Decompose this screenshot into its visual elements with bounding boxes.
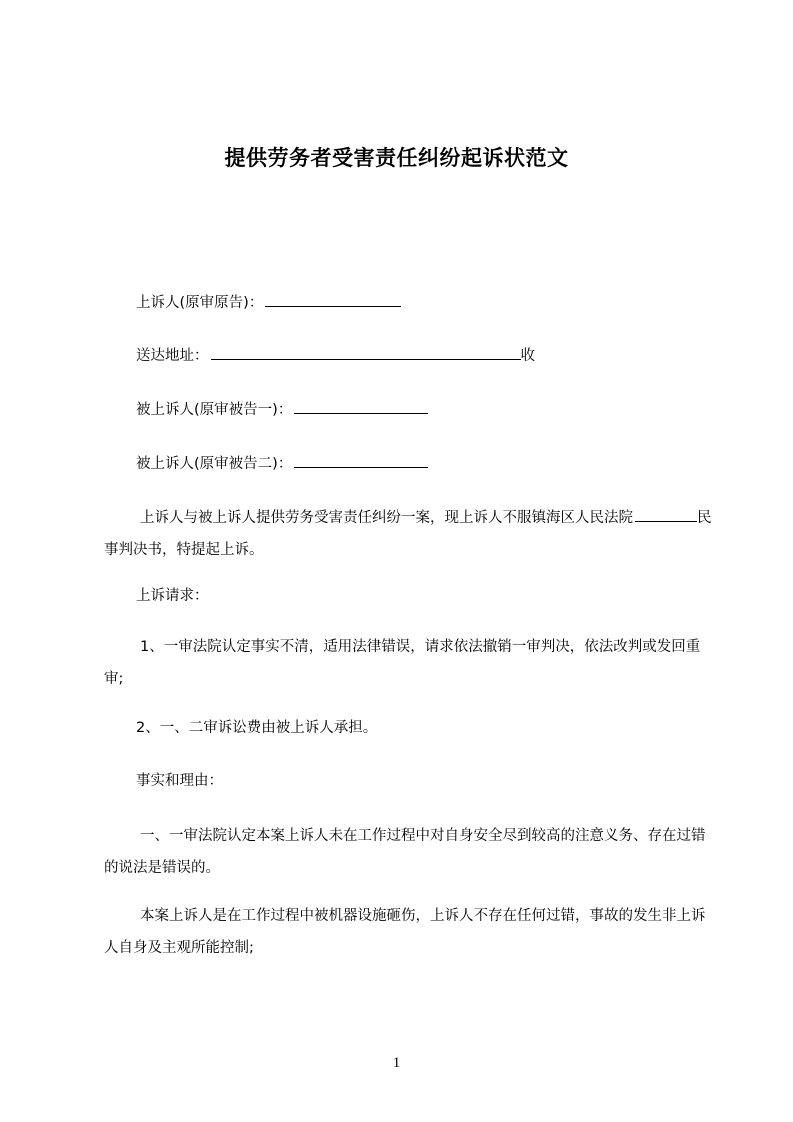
fact-1: 一、一审法院认定本案上诉人未在工作过程中对自身安全尽到较高的注意义务、存在过错的说法是错误的。 <box>104 828 706 876</box>
appellant-blank <box>265 292 401 307</box>
requests-heading: 上诉请求： <box>136 588 209 604</box>
request-2: 2、一、二审诉讼费由被上诉人承担。 <box>136 720 378 736</box>
address-blank <box>211 345 521 360</box>
appellee-1-blank <box>294 399 428 414</box>
appellee-2-label: 被上诉人(原审被告二)： <box>136 456 293 472</box>
address-suffix: 收 <box>520 348 535 364</box>
request-1: 1、一审法院认定事实不清，适用法律错误，请求依法撤销一审判决，依法改判或发回重审; <box>104 639 701 687</box>
intro-text-2: 民事判决书，特提起上诉。 <box>104 510 712 558</box>
page-number: 1 <box>392 1055 401 1071</box>
address-label: 送达地址： <box>136 348 209 364</box>
intro-paragraph <box>104 502 712 566</box>
appellee-2-field <box>136 453 428 474</box>
fact-2: 本案上诉人是在工作过程中被机器设施砸伤，上诉人不存在任何过错，事故的发生非上诉人自身及主观所能控制; <box>104 908 706 956</box>
appellant-field <box>136 292 401 313</box>
address-field <box>136 345 535 366</box>
appellee-2-blank <box>294 453 428 468</box>
appellant-label: 上诉人(原审原告)： <box>136 295 264 311</box>
intro-blank <box>635 507 697 522</box>
intro-text-1: 上诉人与被上诉人提供劳务受害责任纠纷一案，现上诉人不服镇海区人民法院 <box>140 510 633 526</box>
appellee-1-field <box>136 399 428 420</box>
document-title: 提供劳务者受害责任纠纷起诉状范文 <box>224 146 569 170</box>
appellee-1-label: 被上诉人(原审被告一)： <box>136 402 293 418</box>
facts-heading: 事实和理由： <box>136 773 223 789</box>
